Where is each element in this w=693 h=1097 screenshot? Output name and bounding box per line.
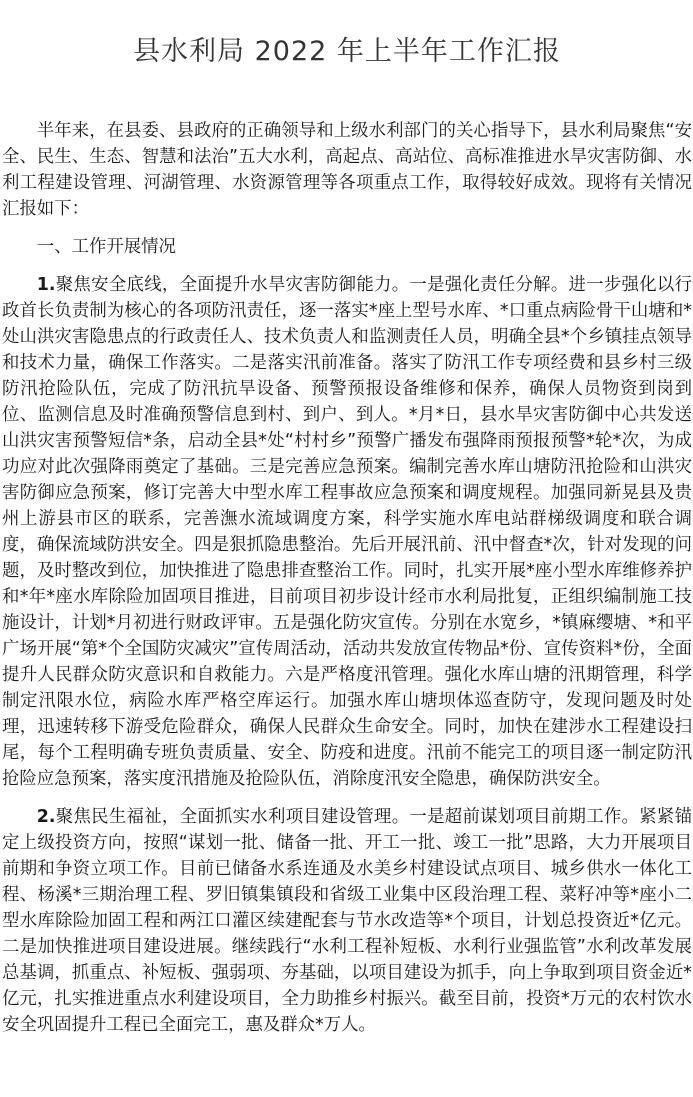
item-1-paragraph: [2, 272, 692, 792]
item-2-text: 聚焦民生福祉，全面抓实水利项目建设管理。一是超前谋划项目前期工作。紧紧锚定上级投资方向，按照“谋划一批、储备一批、开工一批、竣工一批”思路，大力开展项目前期和争资立项工作。目前已储备水系连通及水美乡村建设试点项目、城乡供水一体化工程、杨溪*三期治理工程、罗旧镇集镇段和省级工业集中区段治理工程、菜籽冲等*座小二型水库除险加固工程和两江口灌区续建配套与节水改造等*个项目，计划总投资近*亿元。二是加快推进项目建设进展。继续践行“水利工程补短板、水利行业强监管”水利改革发展总基调，抓重点、补短板、强弱项、夯基础，以项目建设为抓手，向上争取到项目资金近*亿元，扎实推进重点水利建设项目，全力助推乡村振兴。截至目前，投资*万元的农村饮水安全巩固提升工程已全面完工，惠及群众*万人。: [2, 807, 692, 1035]
section-heading-work-status: 一、工作开展情况: [36, 237, 176, 257]
item-1-text: 聚焦安全底线，全面提升水旱灾害防御能力。一是强化责任分解。进一步强化以行政首长负责制为核心的各项防汛责任，逐一落实*座上型号水库、*口重点病险骨干山塘和*处山洪灾害隐患点的行政责任人、技术负责人和监测责任人员，明确全县*个乡镇挂点领导和技术力量，确保工作落实。二是落实汛前准备。落实了防汛工作专项经费和县乡村三级防汛抢险队伍，完成了防汛抗旱设备、预警预报设备维修和保养，确保人员物资到岗到位、监测信息及时准确预警信息到村、到户、到人。*月*日，县水旱灾害防御中心共发送山洪灾害预警短信*条，启动全县*处“村村乡”预警广播发布强降雨预报预警*轮*次，为成功应对此次强降雨奠定了基础。三是完善应急预案。编制完善水库山塘防汛抢险和山洪灾害防御应急预案，修订完善大中型水库工程事故应急预案和调度规程。加强同新晃县及贵州上游县市区的联系，完善潕水流域调度方案，科学实施水库电站群梯级调度和联合调度，确保流域防洪安全。四是狠抓隐患整治。先后开展汛前、汛中督查*次，针对发现的问题，及时整改到位，加快推进了隐患排查整治工作。同时，扎实开展*座小型水库维修养护和*年*座水库除险加固项目推进，目前项目初步设计经市水利局批复，正组织编制施工技施设计，计划*月初进行财政评审。五是强化防灾宣传。分别在水宽乡，*镇麻缨塘、*和平广场开展“第*个全国防灾减灾”宣传周活动，活动共发放宣传物品*份、宣传资料*份，全面提升人民群众防灾意识和自救能力。六是严格度汛管理。强化水库山塘的汛期管理，科学制定汛限水位，病险水库严格空库运行。加强水库山塘坝体巡查防守，发现问题及时处理，迅速转移下游受危险群众，确保人民群众生命安全。同时，加快在建涉水工程建设扫尾，每个工程明确专班负责质量、安全、防疫和进度。汛前不能完工的项目逐一制定防汛抢险应急预案，落实度汛措施及抢险队伍，消除度汛安全隐患，确保防洪安全。: [2, 275, 692, 789]
document-title: 县水利局 2022 年上半年工作汇报: [133, 36, 561, 67]
document-body: [2, 118, 692, 1038]
intro-paragraph: 半年来，在县委、县政府的正确领导和上级水利部门的关心指导下，县水利局聚焦“安全、民生、生态、智慧和法治”五大水利，高起点、高站位、高标准推进水旱灾害防御、水利工程建设管理、河湖管理、水资源管理等各项重点工作，取得较好成效。现将有关情况汇报如下：: [2, 121, 692, 219]
item-2-paragraph: [2, 804, 692, 1038]
item-2-number: 2.: [36, 807, 56, 827]
item-1-number: 1.: [36, 275, 56, 295]
